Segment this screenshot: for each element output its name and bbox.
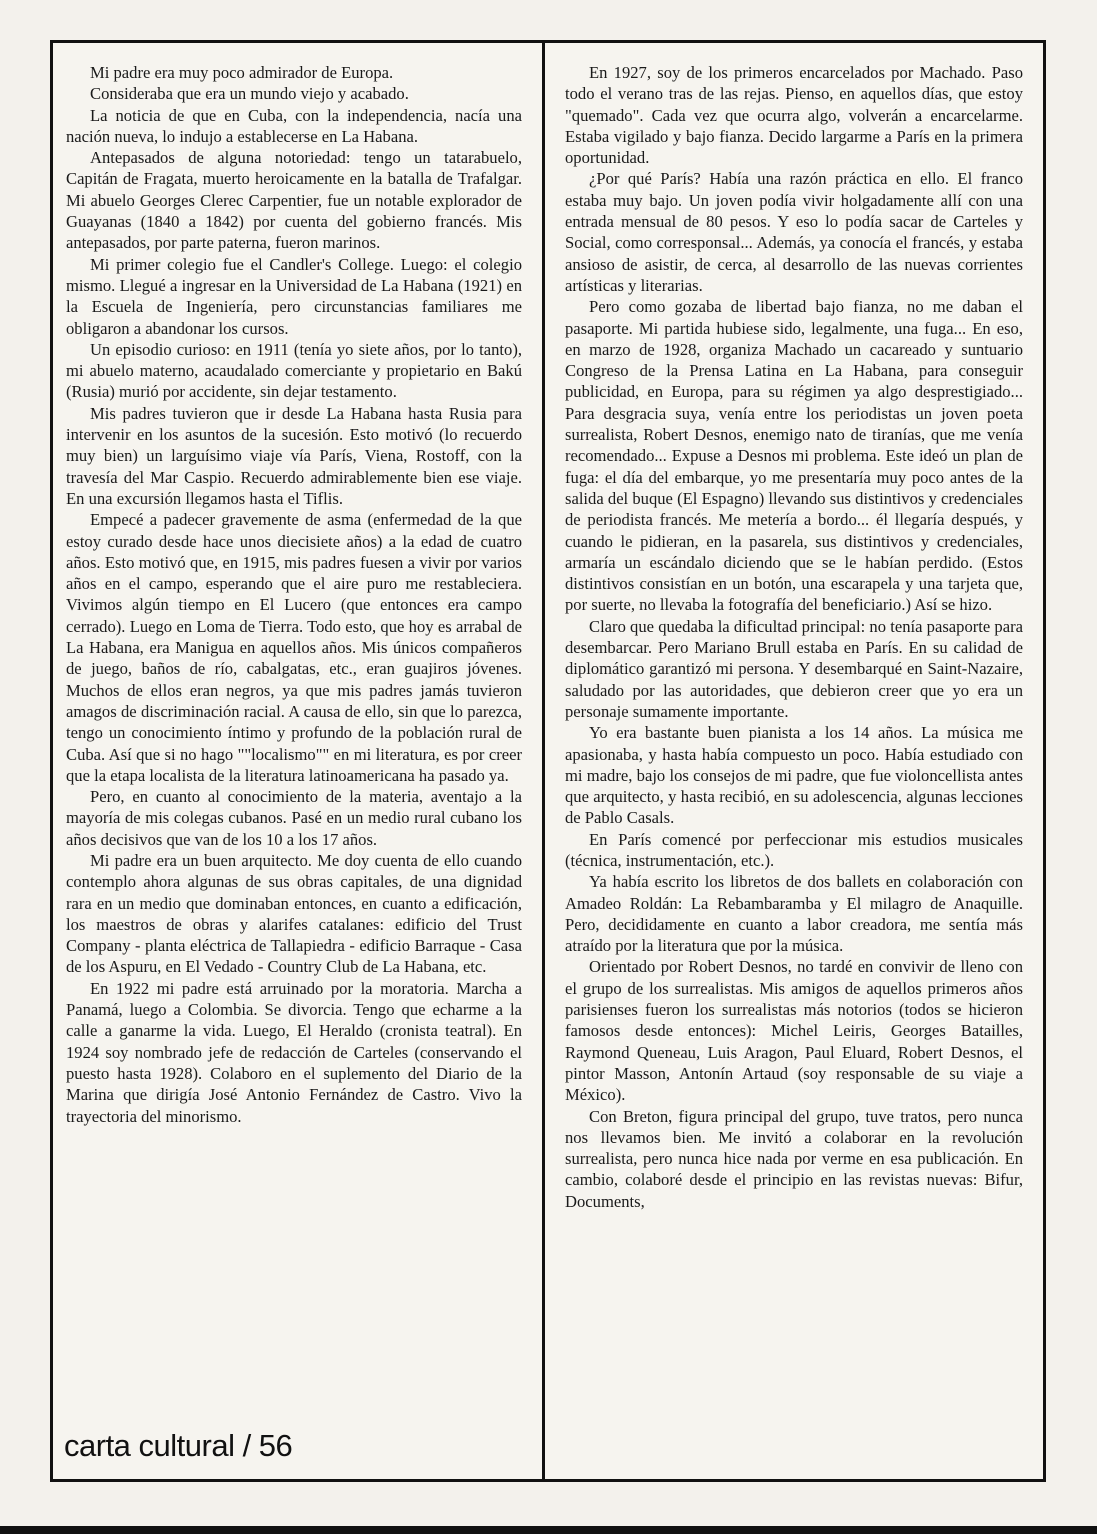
paragraph: Empecé a padecer gravemente de asma (enfermedad de la que estoy curado desde hace unos diecisiete años) a la edad de cuatro años. Esto motivó que, en 1915, mis padres fuesen a vivir por varios años en el campo, esperando que el aire puro me restableciera. Vivimos algún tiempo en El Lucero (que entonces era campo cerrado). Luego en Loma de Tierra. Todo esto, que hoy es arrabal de La Habana, era Manigua en aquellos años. Mis únicos compañeros de juego, baños de río, cabalgatas, etc., eran guajiros jóvenes. Muchos de ellos eran negros, ya que mis padres jamás tuvieron amagos de discriminación racial. A causa de ello, sin que lo parezca, tengo un conocimiento íntimo y profundo de la población rural de Cuba. Así que si no hago ""localismo"" en mi literatura, es por creer que la etapa localista de la literatura latinoamericana ha pasado ya.	[66, 510, 522, 785]
paragraph: Mi padre era muy poco admirador de Europa.	[90, 63, 394, 82]
paragraph: Pero como gozaba de libertad bajo fianza, no me daban el pasaporte. Mi partida hubiese sido, legalmente, una fuga... En eso, en marzo de 1928, organiza Machado un cacareado y suntuario Congreso de la Prensa Latina en La Habana, para conseguir publicidad, en Europa, para su régimen ya algo desprestigiado... Para desgracia suya, venía entre los periodistas un joven poeta surrealista, Robert Desnos, enemigo nato de tiranías, que me venía recomendado... Expuse a Desnos mi problema. Este ideó un plan de fuga: el día del embarque, yo me presentaría muy poco antes de la salida del buque (El Espagno) llevando sus distintivos y credenciales de periodista francés. Me metería a bordo... él llegaría después, y cuando le pidieran, en la pasarela, sus distintivos y credenciales, armaría un escándalo diciendo que se le habían perdido. (Estos distintivos consistían en un botón, una escarapela y una tarjeta que, por suerte, no llevaba la fotografía del beneficiario.) Así se hizo.	[565, 297, 1023, 615]
paragraph: Un episodio curioso: en 1911 (tenía yo siete años, por lo tanto), mi abuelo materno, acaudalado comerciante y propietario en Bakú (Rusia) murió por accidente, sin dejar testamento.	[66, 339, 522, 402]
column-divider	[542, 40, 545, 1482]
paragraph: Claro que quedaba la dificultad principal: no tenía pasaporte para desembarcar. Pero Mariano Brull estaba en París. En su calidad de diplomático garantizó mi persona. Y desembarqué en Saint-Nazaire, saludado por las autoridades, que debieron creer que yo era un personaje sumamente importante.	[565, 616, 1023, 721]
paragraph: En 1927, soy de los primeros encarcelados por Machado. Paso todo el verano tras de las rejas. Pienso, en aquellos días, que estoy "quemado". Cada vez que ocurra algo, volverán a encarcelarme. Estaba vigilado y bajo fianza. Decido largarme a París en la primera oportunidad.	[565, 63, 1023, 168]
paragraph: En 1922 mi padre está arruinado por la moratoria. Marcha a Panamá, luego a Colombia. Se divorcia. Tengo que echarme a la calle a ganarme la vida. Luego, El Heraldo (cronista teatral). En 1924 soy nombrado jefe de redacción de Carteles (conservando el puesto hasta 1928). Colaboro en el suplemento del Diario de la Marina que dirigía José Antonio Fernández de Castro. Vivo la trayectoria del minorismo.	[66, 978, 522, 1126]
paragraph: Antepasados de alguna notoriedad: tengo un tatarabuelo, Capitán de Fragata, muerto heroicamente en la batalla de Trafalgar. Mi abuelo Georges Clerec Carpentier, fue un notable explorador de Guayanas (1840 a 1842) por cuenta del gobierno francés. Mis antepasados, por parte paterna, fueron marinos.	[66, 148, 522, 253]
page-footer: carta cultural / 56	[64, 1428, 293, 1463]
paragraph: Consideraba que era un mundo viejo y acabado.	[90, 84, 409, 104]
paragraph: Mi primer colegio fue el Candler's College. Luego: el colegio mismo. Llegué a ingresar en la Universidad de La Habana (1921) en la Escuela de Ingeniería, pero circunstancias familiares me obligaron a abandonar los cursos.	[66, 254, 522, 338]
paragraph: La noticia de que en Cuba, con la independencia, nacía una nación nueva, lo indujo a establecerse en La Habana.	[66, 105, 522, 146]
left-column	[66, 62, 522, 1452]
paragraph: En París comencé por perfeccionar mis estudios musicales (técnica, instrumentación, etc.).	[565, 829, 1023, 870]
paragraph: Yo era bastante buen pianista a los 14 años. La música me apasionaba, y hasta había compuesto un poco. Había estudiado con mi madre, bajo los consejos de mi padre, que fue violoncellista antes que arquitecto, y hasta recibió, en su adolescencia, algunas lecciones de Pablo Casals.	[565, 723, 1023, 828]
right-column	[565, 62, 1023, 1482]
bottom-edge-bar	[0, 1526, 1097, 1534]
paragraph: Orientado por Robert Desnos, no tardé en convivir de lleno con el grupo de los surrealistas. Mis amigos de aquellos primeros años parisienses fueron los surrealistas más notorios (todos se hicieron famosos desde entonces): Michel Leiris, Georges Batailles, Raymond Queneau, Luis Aragon, Paul Eluard, Robert Desnos, el pintor Masson, Antonín Artaud (soy responsable de su viaje a México).	[565, 957, 1023, 1105]
paragraph: Con Breton, figura principal del grupo, tuve tratos, pero nunca nos llevamos bien. Me invitó a colaborar en la revolución surrealista, pero nunca hice nada por verme en esa publicación. En cambio, colaboré desde el principio en las revistas nuevas: Bifur, Documents,	[565, 1106, 1023, 1211]
paragraph: ¿Por qué París? Había una razón práctica en ello. El franco estaba muy bajo. Un joven podía vivir holgadamente allí con una entrada mensual de 80 pesos. Y eso lo podía sacar de Carteles y Social, como corresponsal... Además, ya conocía el francés, y estaba ansioso de asistir, de cerca, al desarrollo de las nuevas corrientes artísticas y literarias.	[565, 169, 1023, 295]
paragraph: Pero, en cuanto al conocimiento de la materia, aventajo a la mayoría de mis colegas cubanos. Pasé en un medio rural cubano los años decisivos que van de los 10 a los 17 años.	[66, 787, 522, 849]
paragraph: Mis padres tuvieron que ir desde La Habana hasta Rusia para intervenir en los asuntos de la sucesión. Esto motivó (lo recuerdo muy bien) un larguísimo viaje vía París, Viena, Rostoff, con la travesía del Mar Caspio. Recuerdo admirablemente bien ese viaje. En una excursión llegamos hasta el Tiflis.	[66, 403, 522, 508]
paragraph: Mi padre era un buen arquitecto. Me doy cuenta de ello cuando contemplo ahora algunas de sus obras capitales, de una dignidad rara en un medio que dominaban entonces, en cuanto a edificación, los maestros de obras y alarifes catalanes: edificio del Trust Company - planta eléctrica de Tallapiedra - edificio Barraque - Casa de los Aspuru, en El Vedado - Country Club de La Habana, etc.	[66, 850, 522, 977]
paragraph: Ya había escrito los libretos de dos ballets en colaboración con Amadeo Roldán: La Rebambaramba y El milagro de Anaquille. Pero, decididamente en cuanto a labor creadora, me sentía más atraído por la literatura que por la música.	[565, 872, 1023, 956]
